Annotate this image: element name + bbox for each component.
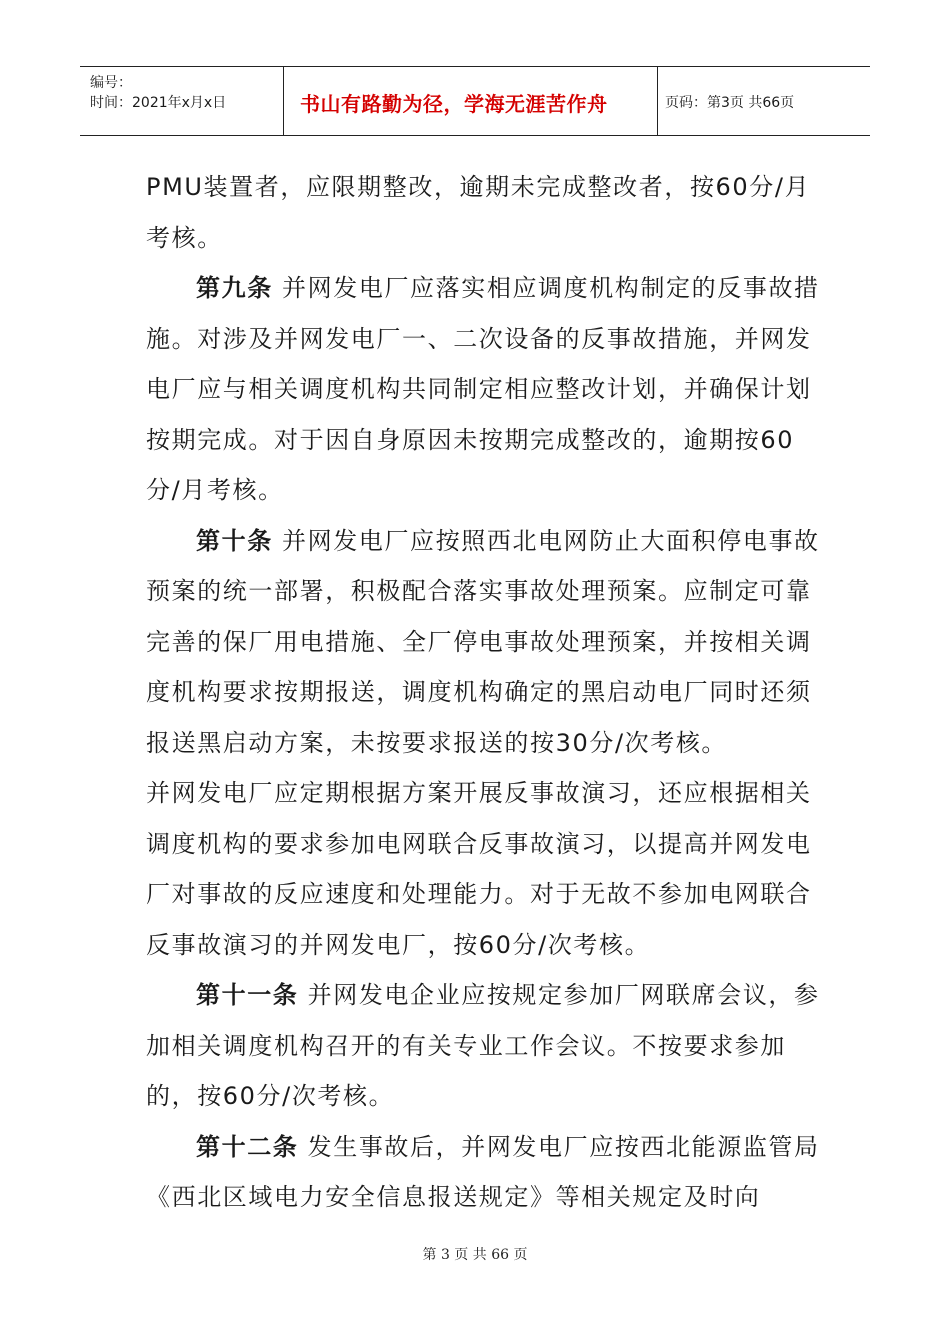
article-text: 发生事故后，并网发电厂应按西北能源监管局《西北区域电力安全信息报送规定》等相关规定及时向 — [146, 1132, 820, 1211]
header-divider — [283, 67, 284, 135]
article-title: 第九条 — [196, 274, 273, 302]
page-footer: 第 3 页 共 66 页 — [422, 1247, 528, 1263]
document-time-label: 时间：2021年x月x日 — [90, 95, 227, 111]
header-page-info: 页码：第3页 共66页 — [665, 95, 795, 111]
article-title: 第十一条 — [196, 981, 299, 1009]
paragraph: 并网发电厂应定期根据方案开展反事故演习，还应根据相关调度机构的要求参加电网联合反事故演习，以提高并网发电厂对事故的反应速度和处理能力。对于无故不参加电网联合反事故演习的并网发电厂，按60分/次考核。 — [146, 779, 812, 959]
page-header — [80, 66, 870, 136]
header-divider — [657, 67, 658, 135]
article-title: 第十二条 — [196, 1132, 299, 1161]
document-body — [146, 162, 826, 1223]
article-text: 并网发电厂应落实相应调度机构制定的反事故措施。对涉及并网发电厂一、二次设备的反事故措施，并网发电厂应与相关调度机构共同制定相应整改计划，并确保计划按期完成。对于因自身原因未按期完成整改的，逾期按60分/月考核。 — [146, 274, 820, 504]
paragraph: PMU装置者，应限期整改，逾期未完成整改者，按60分/月考核。 — [146, 173, 811, 252]
article-9 — [146, 263, 826, 516]
document-number-label: 编号： — [90, 75, 132, 91]
article-text: 并网发电企业应按规定参加厂网联席会议，参加相关调度机构召开的有关专业工作会议。不按要求参加的，按60分/次考核。 — [146, 981, 820, 1110]
article-text: 并网发电厂应按照西北电网防止大面积停电事故预案的统一部署，积极配合落实事故处理预案。应制定可靠完善的保厂用电措施、全厂停电事故处理预案，并按相关调度机构要求按期报送，调度机构确定的黑启动电厂同时还须报送黑启动方案，未按要求报送的按30分/次考核。 — [146, 526, 820, 757]
article-title: 第十条 — [196, 526, 273, 555]
article-11 — [146, 970, 826, 1122]
article-12 — [146, 1122, 826, 1223]
article-10 — [146, 516, 826, 769]
header-motto: 书山有路勤为径，学海无涯苦作舟 — [300, 92, 608, 116]
